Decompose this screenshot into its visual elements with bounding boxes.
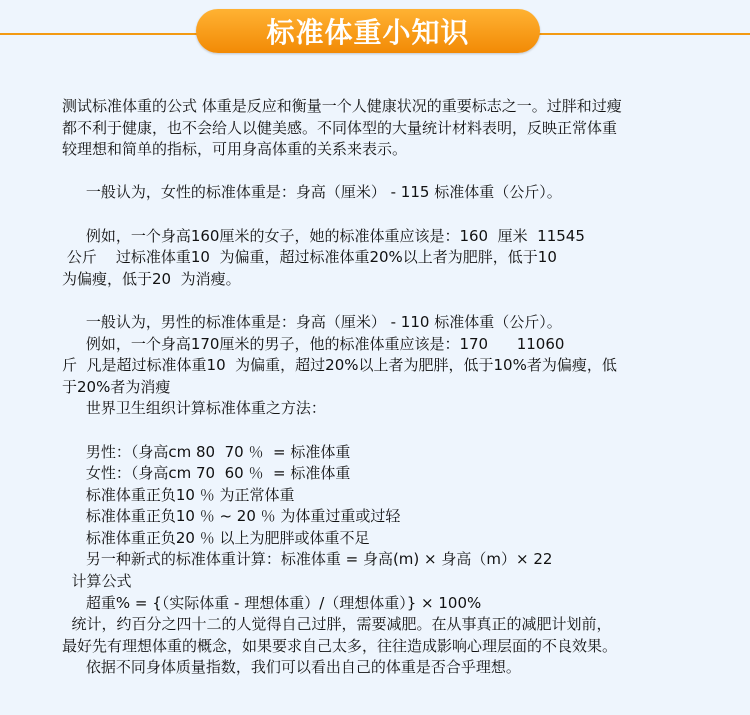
text-line: 标准体重正负10 ％ ~ 20 ％ 为体重过重或过轻: [62, 507, 401, 526]
text-line: 于20%者为消瘦: [62, 377, 171, 396]
text-line: 公斤 过标准体重10 为偏重，超过标准体重20%以上者为肥胖，低于10: [62, 248, 557, 267]
text-line: 标准体重正负10 ％ 为正常体重: [62, 485, 295, 504]
text-line: 为偏瘦，低于20 为消瘦。: [62, 269, 241, 288]
title-banner: [196, 9, 540, 53]
article-body: [62, 96, 702, 679]
text-line: 依据不同身体质量指数，我们可以看出自己的体重是否合乎理想。: [62, 658, 521, 677]
text-line: 女性：（身高cm 70 60 ％ = 标准体重: [62, 464, 351, 483]
text-line: 标准体重正负20 ％ 以上为肥胖或体重不足: [62, 528, 370, 547]
text-line: 例如，一个身高160厘米的女子，她的标准体重应该是：160 厘米 11545: [62, 226, 585, 245]
text-line: 都不利于健康，也不会给人以健美感。不同体型的大量统计材料表明，反映正常体重: [62, 118, 618, 137]
text-line: 较理想和简单的指标，可用身高体重的关系来表示。: [62, 140, 408, 159]
text-line: 统计，约百分之四十二的人觉得自己过胖，需要减肥。在从事真正的减肥计划前，: [62, 615, 612, 634]
text-line: 一般认为，男性的标准体重是：身高（厘米） - 110 标准体重（公斤）。: [62, 312, 562, 331]
text-line: 一般认为，女性的标准体重是：身高（厘米） - 115 标准体重（公斤）。: [62, 183, 562, 202]
text-line: 测试标准体重的公式 体重是反应和衡量一个人健康状况的重要标志之一。过胖和过瘦: [62, 97, 622, 115]
paragraph-gap: [62, 420, 702, 442]
text-line: 世界卫生组织计算标准体重之方法：: [62, 399, 326, 418]
text-line: 斤 凡是超过标准体重10 为偏重，超过20%以上者为肥胖，低于10%者为偏瘦，低: [62, 356, 617, 375]
paragraph-gap: [62, 204, 702, 226]
text-line: 计算公式: [62, 572, 132, 591]
text-line: 超重% = {（实际体重 - 理想体重）/（理想体重）} × 100%: [62, 593, 482, 612]
text-line: 最好先有理想体重的概念，如果要求自己太多，往往造成影响心理层面的不良效果。: [62, 636, 618, 655]
text-line: 另一种新式的标准体重计算：标准体重 = 身高(m) × 身高（m）× 22: [62, 550, 553, 569]
text-line: 例如，一个身高170厘米的男子，他的标准体重应该是：170 11060: [62, 334, 565, 353]
paragraph-gap: [62, 161, 702, 183]
paragraph-gap: [62, 290, 702, 312]
text-line: 男性：（身高cm 80 70 ％ = 标准体重: [62, 442, 351, 461]
page-title: 标准体重小知识: [266, 16, 470, 49]
